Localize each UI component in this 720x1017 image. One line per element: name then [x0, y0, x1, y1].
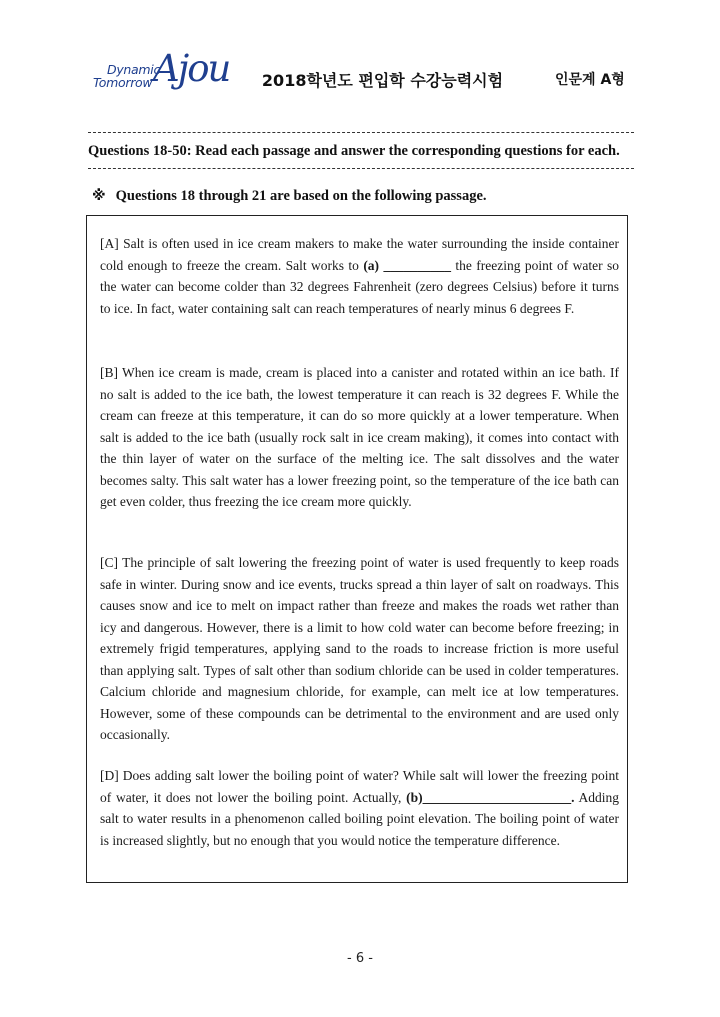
passage-box — [86, 215, 628, 883]
logo-text-dynamic: Dynamic — [107, 62, 161, 77]
section-instruction: Questions 18-50: Read each passage and answer the corresponding questions for each. — [88, 143, 620, 159]
dashed-divider-bottom — [88, 168, 634, 169]
page-header — [0, 0, 720, 120]
logo-wordmark: Ajou — [153, 47, 230, 90]
paragraph-d-text-before: [D] Does adding salt lower the boiling point of water? While salt will lower the freezing point of water, it does not lower the boiling point. Actually, — [100, 768, 619, 805]
page-number: - 6 - — [347, 951, 373, 966]
paragraph-a-text-before: [A] Salt is often used in ice cream makers to make the water surrounding the inside container cold enough to freeze the cream. Salt works to — [100, 236, 619, 273]
blank-a-label: (a) — [363, 257, 380, 273]
paragraph-d-text-after: Adding salt to water results in a phenomenon called boiling point elevation. The boiling point of water is increased slightly, but no enough that you would notice the temperature difference. — [100, 789, 619, 848]
blank-b-label: (b) — [406, 789, 423, 805]
blank-b-line: ______________________. — [422, 789, 575, 805]
paragraph-a-text-after: the freezing point of water so the water can become colder than 32 degrees Fahrenheit (zero degrees Celsius) before it turns to ice. In fact, water containing salt can reach temperatures of nearly minus 6 degrees F. — [100, 257, 619, 316]
question-group-text: Questions 18 through 21 are based on the following passage. — [115, 188, 487, 204]
blank-a-line: __________ — [383, 257, 451, 273]
exam-title: 2018학년도 편입학 수강능력시험 — [261, 71, 504, 90]
passage-paragraph-b: [B] When ice cream is made, cream is placed into a canister and rotated within an ice bath. If no salt is added to the ice bath, the lowest temperature it can reach is 32 degrees F. While the cream can freeze at this temperature, it can do so more quickly at a lower temperature. When salt is added to the ice bath (usually rock salt in ice cream making), it comes into contact with the thin layer of water on the surface of the melting ice. The salt dissolves and the water becomes salty. This salt water has a lower freezing point, so the temperature of the ice bath can get even colder, thus freezing the ice cream more quickly. — [100, 365, 619, 509]
logo-text-tomorrow: Tomorrow — [93, 75, 153, 90]
dashed-divider-top — [88, 132, 634, 133]
passage-paragraph-c: [C] The principle of salt lowering the freezing point of water is used frequently to keep roads safe in winter. During snow and ice events, trucks spread a thin layer of salt on roadways. This causes snow and ice to melt on impact rather than freeze and makes the roads wet rather than icy and dangerous. However, there is a limit to how cold water can become before freezing; in extremely frigid temperatures, applying sand to the roads to increase friction is more useful than applying salt. Types of salt other than sodium chloride can be used in colder temperatures. Calcium chloride and magnesium chloride, for example, can melt ice at low temperatures. However, some of these compounds can be detrimental to the environment and are used only occasionally. — [100, 555, 619, 742]
passage-paragraph-d — [100, 765, 619, 851]
question-group-heading — [92, 188, 487, 205]
passage-paragraph-a — [100, 233, 619, 319]
exam-type: 인문계 A형 — [555, 72, 625, 88]
reference-mark: ※ — [92, 188, 106, 204]
